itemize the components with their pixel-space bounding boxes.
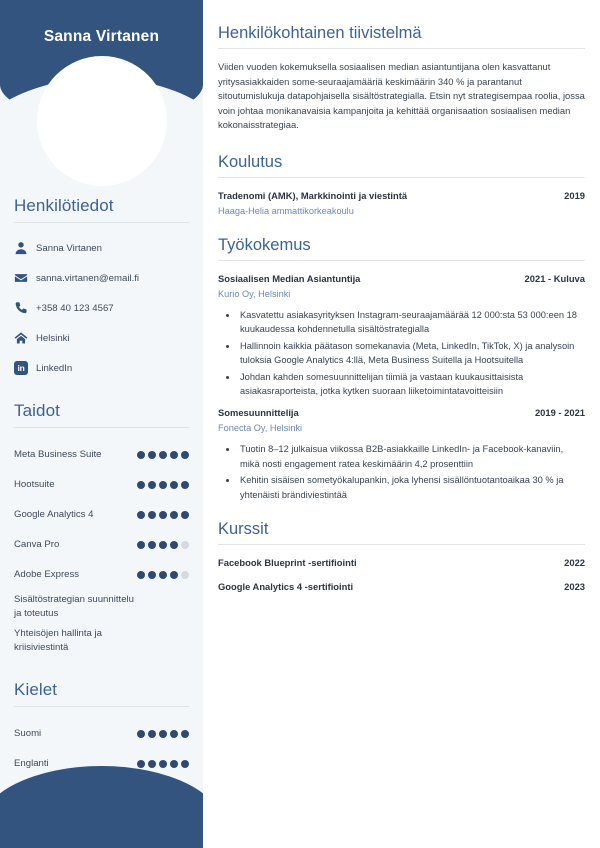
rating-dot-filled bbox=[148, 481, 156, 489]
course-row bbox=[218, 556, 585, 570]
rating-row bbox=[14, 719, 189, 749]
rating-dots bbox=[137, 511, 189, 519]
rating-dots bbox=[137, 541, 189, 549]
course-date: 2022 bbox=[564, 557, 585, 569]
divider bbox=[14, 222, 189, 223]
person-icon bbox=[14, 241, 36, 255]
rating-dots bbox=[137, 451, 189, 459]
entry-date: 2019 bbox=[564, 189, 585, 201]
divider bbox=[218, 48, 585, 49]
rating-dot-filled bbox=[181, 451, 189, 459]
course-date: 2023 bbox=[564, 581, 585, 593]
rating-dot-filled bbox=[159, 541, 167, 549]
rating-label: Sisältöstrategian suunnittelu ja toteutus bbox=[14, 594, 134, 619]
rating-dot-filled bbox=[170, 760, 178, 768]
rating-dot-filled bbox=[170, 571, 178, 579]
entry bbox=[218, 406, 585, 502]
rating-row bbox=[14, 624, 189, 658]
rating-dot-filled bbox=[159, 511, 167, 519]
skills-heading: Taidot bbox=[14, 401, 60, 420]
experience-section bbox=[218, 236, 585, 502]
summary-heading: Henkilökohtainen tiivistelmä bbox=[218, 24, 422, 42]
rating-dot-filled bbox=[159, 571, 167, 579]
entry bbox=[218, 272, 585, 398]
courses-section bbox=[218, 520, 585, 594]
divider bbox=[14, 427, 189, 428]
divider bbox=[218, 260, 585, 261]
education-list bbox=[218, 189, 585, 218]
rating-row bbox=[14, 470, 189, 500]
course-row bbox=[218, 580, 585, 594]
rating-dot-filled bbox=[170, 511, 178, 519]
personal-details-section bbox=[0, 196, 203, 381]
rating-dot-filled bbox=[137, 760, 145, 768]
rating-dot-filled bbox=[148, 511, 156, 519]
contact-row-phone[interactable] bbox=[14, 295, 189, 321]
rating-dot-filled bbox=[159, 760, 167, 768]
rating-label: Canva Pro bbox=[14, 539, 60, 550]
rating-label: Yhteisöjen hallinta ja kriisiviestintä bbox=[14, 628, 103, 653]
contact-row-linkedin[interactable] bbox=[14, 355, 189, 381]
rating-dot-filled bbox=[148, 541, 156, 549]
entry-date: 2021 - Kuluva bbox=[524, 272, 585, 284]
rating-dot-filled bbox=[137, 571, 145, 579]
phone-icon bbox=[14, 301, 36, 315]
rating-dot-filled bbox=[170, 481, 178, 489]
rating-dot-filled bbox=[181, 730, 189, 738]
rating-dot-filled bbox=[170, 451, 178, 459]
entry-header bbox=[218, 272, 585, 286]
rating-dot-filled bbox=[170, 541, 178, 549]
rating-dot-filled bbox=[148, 451, 156, 459]
entry-subtitle: Haaga-Helia ammattikorkeakoulu bbox=[218, 205, 354, 216]
entry-bullet: • Kehitin sisäisen sometyökalupankin, joka lyhensi sisällöntuotantoaikaa 30 % ja yhtenäisti brändiviestintää bbox=[238, 473, 585, 502]
entry-bullet-list bbox=[218, 442, 585, 502]
rating-dots bbox=[137, 571, 189, 579]
rating-dots bbox=[137, 760, 189, 768]
course-title: Facebook Blueprint -sertifiointi bbox=[218, 557, 357, 569]
entry-bullet: • Tuotin 8–12 julkaisua viikossa B2B-asiakkaille LinkedIn- ja Facebook-kanaviin, mikä nosti engagement ratea keskimäärin 4,2 prosenttiin bbox=[238, 442, 585, 471]
rating-dot-empty bbox=[181, 541, 189, 549]
entry-header bbox=[218, 406, 585, 420]
courses-heading: Kurssit bbox=[218, 520, 269, 539]
contact-value-linkedin: LinkedIn bbox=[36, 362, 73, 374]
personal-details-heading: Henkilötiedot bbox=[14, 196, 114, 215]
main-content bbox=[203, 0, 600, 848]
rating-dot-filled bbox=[170, 730, 178, 738]
divider bbox=[218, 177, 585, 178]
contact-row-email[interactable] bbox=[14, 265, 189, 291]
rating-dots bbox=[137, 481, 189, 489]
rating-dot-filled bbox=[159, 730, 167, 738]
contact-value-phone: +358 40 123 4567 bbox=[36, 302, 114, 314]
profile-photo-placeholder bbox=[37, 56, 167, 186]
entry bbox=[218, 189, 585, 218]
contact-value-email: sanna.virtanen@email.fi bbox=[36, 272, 140, 284]
entry-bullet-list bbox=[218, 308, 585, 398]
rating-dot-filled bbox=[181, 481, 189, 489]
rating-dot-filled bbox=[137, 451, 145, 459]
contact-value-location: Helsinki bbox=[36, 332, 70, 344]
rating-dot-filled bbox=[159, 481, 167, 489]
divider bbox=[14, 706, 189, 707]
rating-dot-empty bbox=[181, 571, 189, 579]
entry-date: 2019 - 2021 bbox=[534, 407, 585, 419]
entry-bullet: • Kasvatettu asiakasyrityksen Instagram-seuraajamäärää 12 000:sta 53 000:een 18 kuukaudessa kohdennetulla sisältöstrategialla bbox=[238, 308, 585, 337]
languages-heading: Kielet bbox=[14, 680, 58, 699]
rating-dots bbox=[137, 730, 189, 738]
envelope-icon bbox=[14, 271, 36, 285]
entry-title: Somesuunnittelija bbox=[218, 407, 299, 419]
entry-bullet: • Hallinnoin kaikkia päätason somekanavia (Meta, LinkedIn, TikTok, X) ja analysoin tuloksia Google Analytics 4:llä, Meta Business Suitella ja Hootsuitella bbox=[238, 339, 585, 368]
rating-row bbox=[14, 440, 189, 470]
entry-subtitle: Fonecta Oy, Helsinki bbox=[218, 423, 303, 434]
education-heading: Koulutus bbox=[218, 152, 283, 171]
contact-row-location bbox=[14, 325, 189, 351]
rating-label: Englanti bbox=[14, 758, 49, 769]
rating-dot-filled bbox=[148, 760, 156, 768]
experience-heading: Työkokemus bbox=[218, 235, 311, 254]
experience-list bbox=[218, 272, 585, 502]
course-title: Google Analytics 4 -sertifiointi bbox=[218, 581, 354, 593]
rating-dot-filled bbox=[137, 481, 145, 489]
rating-label: Hootsuite bbox=[14, 479, 55, 490]
rating-dot-filled bbox=[148, 571, 156, 579]
linkedin-icon bbox=[14, 361, 36, 375]
rating-label: Suomi bbox=[14, 728, 42, 739]
rating-row bbox=[14, 500, 189, 530]
entry-header bbox=[218, 189, 585, 203]
entry-title: Sosiaalisen Median Asiantuntija bbox=[218, 272, 361, 284]
rating-label: Meta Business Suite bbox=[14, 449, 102, 460]
sidebar bbox=[0, 0, 203, 848]
summary-text: Viiden vuoden kokemuksella sosiaalisen median asiantuntijana olen kasvattanut yritysasiakkaiden some-seuraajamääriä keskimäärin 340 % ja parantanut sitoutumislukuja datapohjaisella sisältöstrategialla. Etsin nyt strategisempaa roolia, jossa voin johtaa monikanavaisia kampanjoita ja kehittää organisaation sosiaalisen median kokonaisstrategiaa. bbox=[218, 61, 585, 131]
rating-label: Adobe Express bbox=[14, 569, 80, 580]
skills-list bbox=[14, 440, 189, 658]
candidate-name: Sanna Virtanen bbox=[43, 28, 160, 45]
entry-title: Tradenomi (AMK), Markkinointi ja viestintä bbox=[218, 189, 408, 201]
contact-value-name: Sanna Virtanen bbox=[36, 242, 102, 254]
rating-row bbox=[14, 590, 189, 624]
rating-dot-filled bbox=[181, 511, 189, 519]
entry-bullet: • Johdan kahden somesuunnittelijan tiimiä ja vastaan kuukausittaisista asiakasraporteista, jotka kytken suoraan liiketoimintatavoitteisiin bbox=[238, 370, 585, 399]
rating-dot-filled bbox=[148, 730, 156, 738]
rating-dot-filled bbox=[137, 511, 145, 519]
linkedin-badge-label: in bbox=[14, 361, 28, 375]
rating-dot-filled bbox=[137, 730, 145, 738]
rating-label: Google Analytics 4 bbox=[14, 509, 94, 520]
summary-section bbox=[218, 24, 585, 133]
rating-dot-filled bbox=[181, 760, 189, 768]
entry-subtitle: Kurio Oy, Helsinki bbox=[218, 288, 291, 299]
skills-section bbox=[0, 401, 203, 658]
sidebar-content bbox=[0, 196, 203, 809]
rating-row bbox=[14, 530, 189, 560]
rating-dot-filled bbox=[137, 541, 145, 549]
contact-row-name bbox=[14, 235, 189, 261]
rating-dot-filled bbox=[159, 451, 167, 459]
divider bbox=[218, 544, 585, 545]
sidebar-footer-curve bbox=[0, 766, 203, 848]
education-section bbox=[218, 153, 585, 218]
courses-list bbox=[218, 556, 585, 594]
home-icon bbox=[14, 331, 36, 345]
rating-row bbox=[14, 560, 189, 590]
